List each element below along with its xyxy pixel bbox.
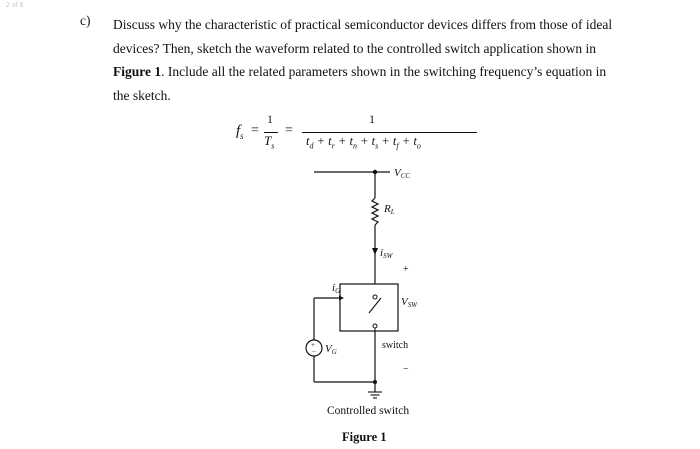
switch-box	[340, 284, 398, 331]
gate-current-label: iG	[332, 282, 341, 295]
frac1-denominator: $T_s$	[264, 133, 275, 151]
switch-current-label: iSW	[380, 247, 393, 260]
switch-top-contact	[373, 295, 377, 299]
frac2-denominator: $t_d + t_r + t_n + t_s + t_f + t_o$	[306, 134, 421, 151]
page-indicator: 2 of 6	[6, 2, 24, 9]
question-text-part2: . Include all the related parameters shown in the switching frequency’s equation in the sketch.	[113, 64, 607, 103]
switch-voltage-label: VSW	[401, 296, 418, 309]
plus-sign: +	[403, 264, 409, 275]
supply-label: VCC	[394, 167, 411, 180]
frac2-bar	[302, 132, 477, 133]
figure-label: Figure 1	[342, 430, 387, 444]
frac1-numerator: 1	[267, 112, 273, 126]
question-text	[113, 13, 613, 107]
question-text-part1: Discuss why the characteristic of practical semiconductor devices differs from those of ideal devices? Then, sketch the waveform related to the controlled switch application shown in	[113, 17, 613, 56]
figure-caption: Controlled switch	[327, 405, 410, 417]
frac2-numerator: 1	[369, 112, 375, 126]
equation-equals-2: =	[285, 123, 293, 138]
switch-current-arrow	[372, 248, 378, 255]
switch-label: switch	[382, 340, 409, 351]
gate-source-plus: +	[311, 341, 315, 349]
equation-equals-1: =	[251, 123, 259, 138]
resistor-label: RL	[384, 203, 395, 216]
minus-sign: −	[403, 364, 409, 375]
switching-frequency-equation	[236, 112, 481, 156]
switch-blade	[369, 298, 381, 313]
gate-source-minus: −	[312, 348, 316, 356]
question-label: c)	[80, 13, 91, 28]
load-resistor	[372, 198, 378, 225]
equation-lhs: $f_s$	[236, 123, 244, 141]
ground-node	[373, 380, 377, 384]
controlled-switch-circuit	[290, 160, 470, 400]
figure-reference: Figure 1	[113, 64, 162, 79]
gate-source-label: VG	[325, 343, 337, 356]
switch-bottom-contact	[373, 324, 377, 328]
